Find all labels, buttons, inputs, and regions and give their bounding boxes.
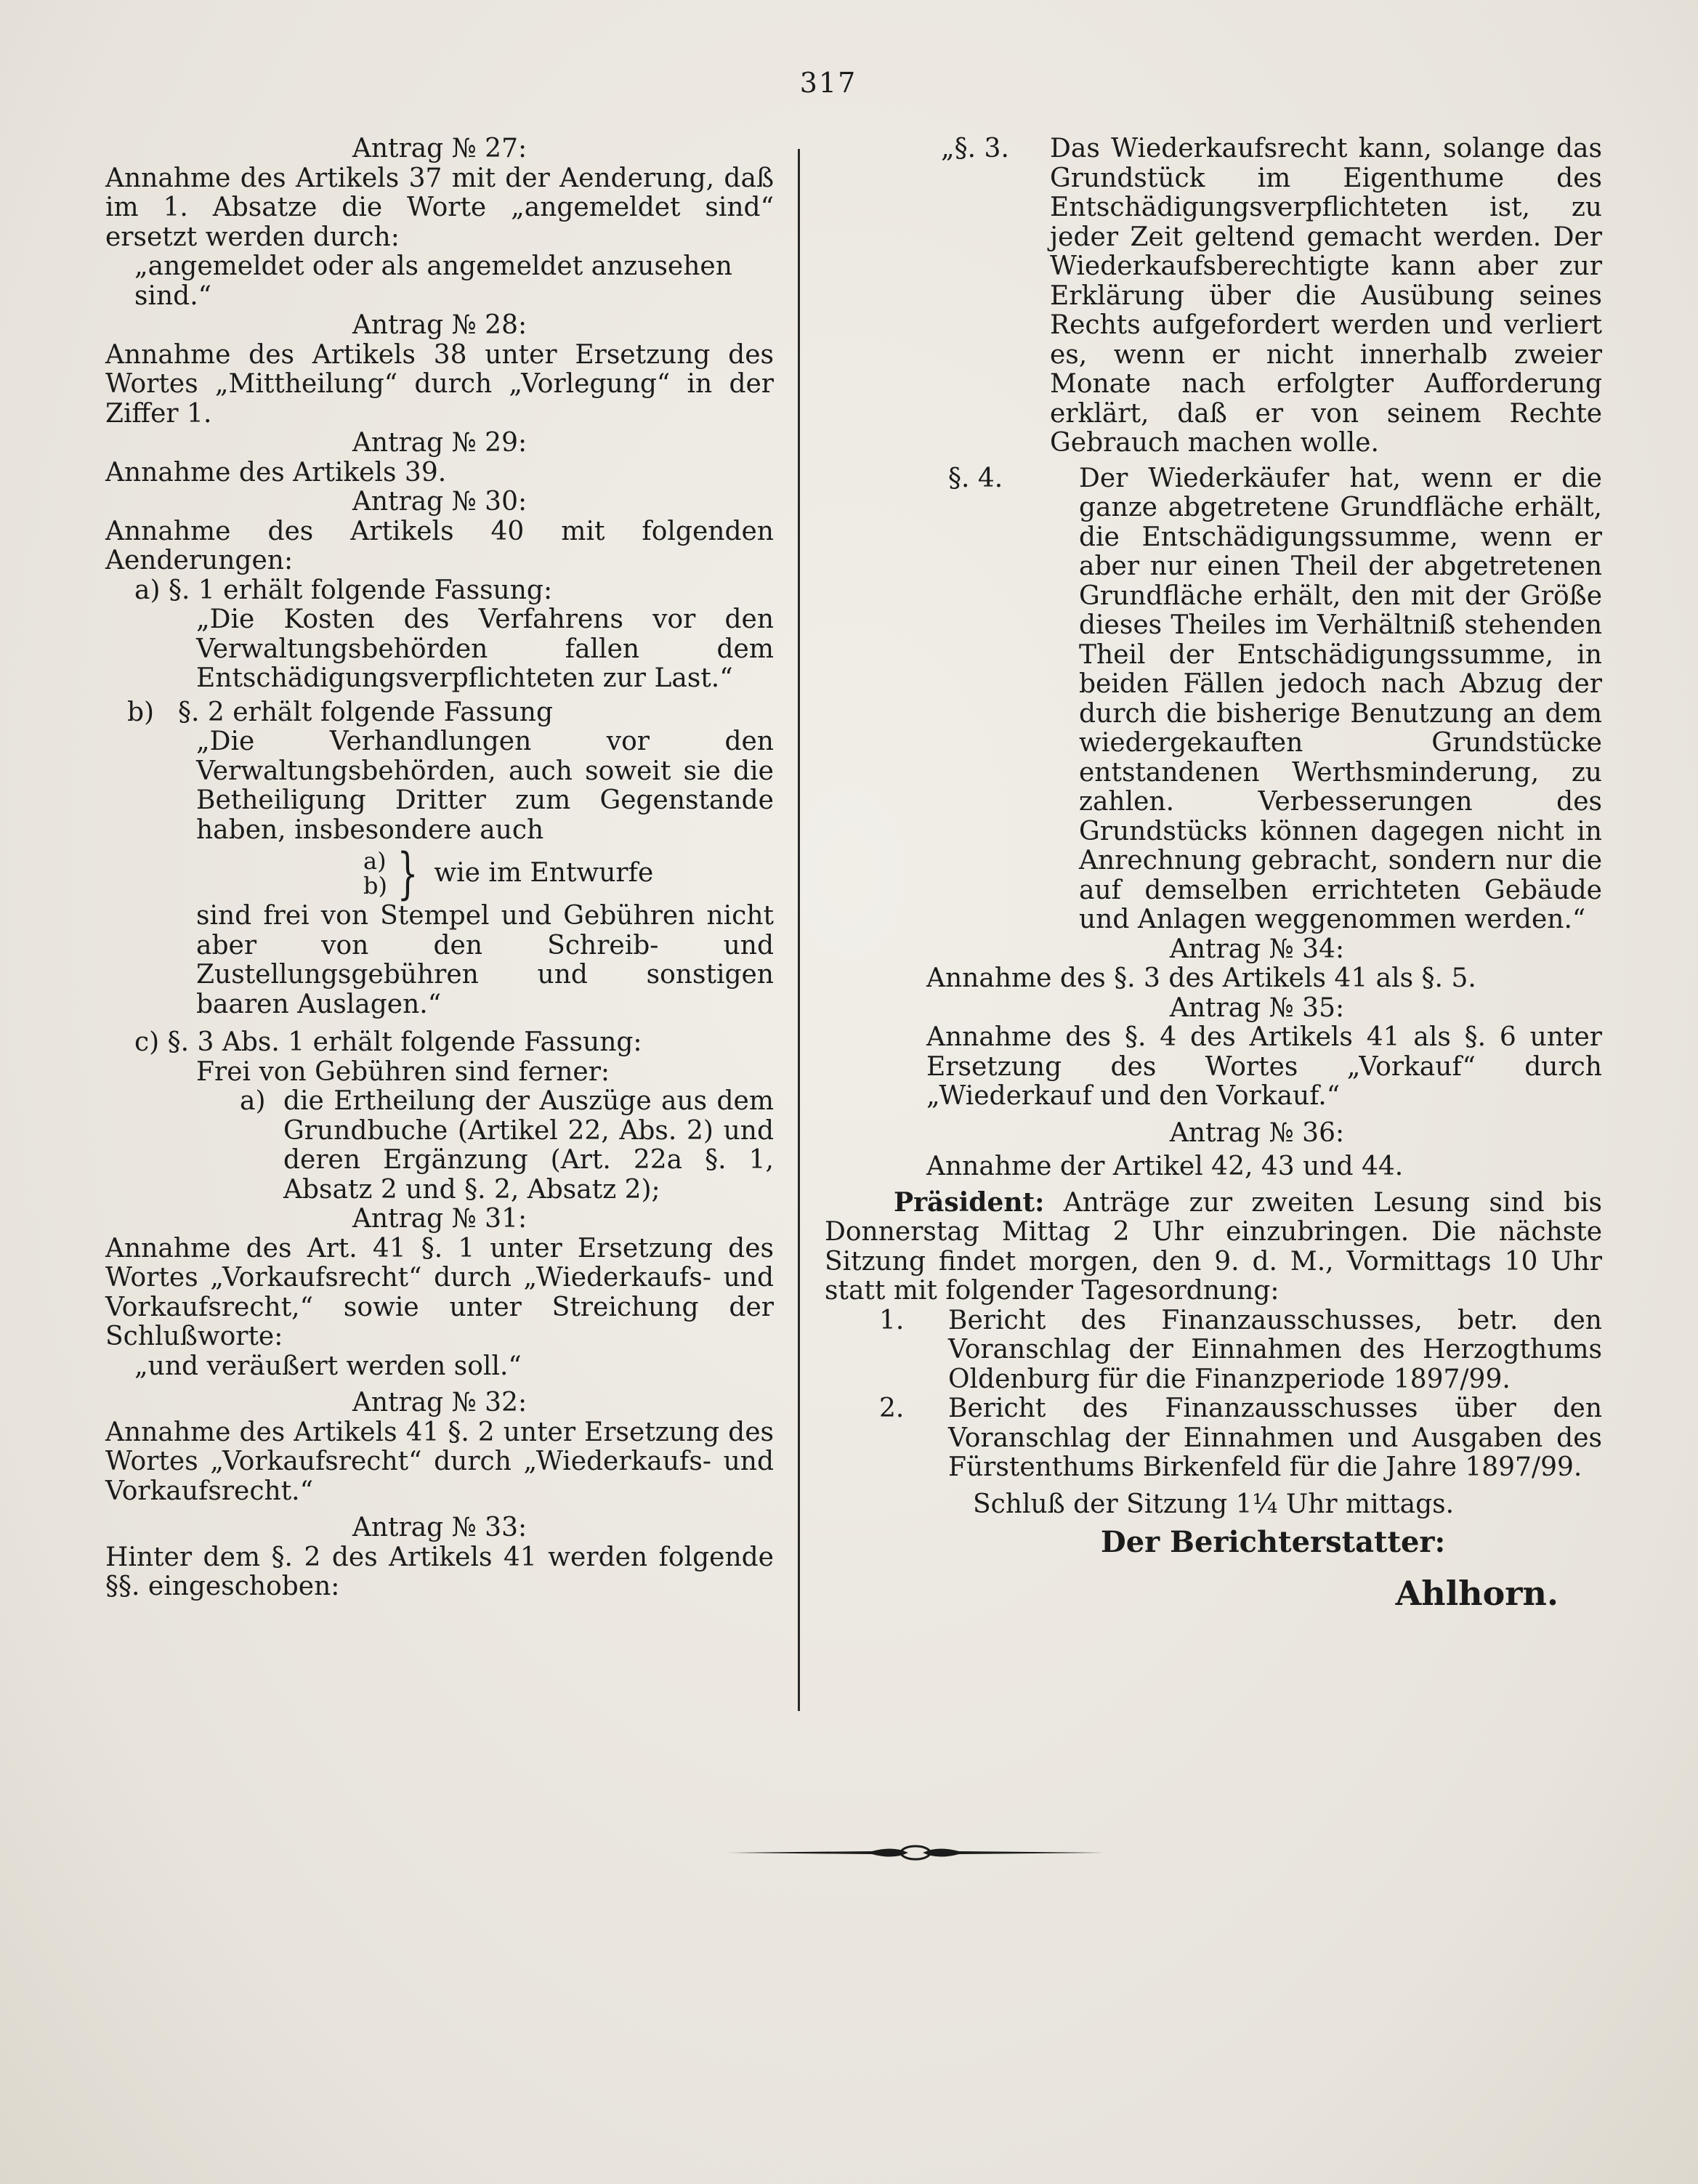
agenda-item-2-text: Bericht des Finanzausschusses über den Voranschlag der Einnahmen und Ausgaben des Fürstenthums Birkenfeld für die Jahre 1897/99.	[948, 1394, 1602, 1482]
paragraph-4-text: Der Wiederkäufer hat, wenn er die ganze abgetretene Grundfläche erhält, die Entschädigungssumme, wenn er aber nur einen Theil der abgetretenen Grundfläche erhält, den mit der Größe dieses Theiles im Verhältniß stehenden Theil der Entschädigungssumme, in beiden Fällen jedoch nach Abzug der durch die bisherige Benutzung an dem wiedergekauften Grundstücke entstandenen Werthsminderung, zu zahlen. Verbesserungen des Grundstücks können dagegen nicht in Anrechnung gebracht, sondern nur die auf demselben errichteten Gebäude und Anlagen weggenommen werden.“	[1079, 463, 1602, 934]
antrag-30-b-label: b)	[127, 697, 155, 727]
antrag-29-heading: Antrag № 29:	[352, 428, 527, 458]
antrag-30-b-bracket-labels	[363, 849, 387, 898]
antrag-33-text: Hinter dem §. 2 des Artikels 41 werden folgende §§. eingeschoben:	[105, 1542, 774, 1601]
berichterstatter-label: Der Berichterstatter:	[1101, 1525, 1446, 1559]
agenda-item-2-number: 2.	[879, 1394, 905, 1423]
bracket-b: b)	[363, 872, 387, 899]
paragraph-3-spacer	[825, 134, 1050, 458]
session-close: Schluß der Sitzung 1¼ Uhr mittags.	[972, 1489, 1455, 1519]
paragraph-3-label: „§. 3.	[941, 134, 1009, 163]
praesident-label: Präsident:	[894, 1186, 1045, 1218]
antrag-31-text: Annahme des Art. 41 §. 1 unter Ersetzung des Wortes „Vorkaufsrecht“ durch „Wiederkaufs- und Vorkaufsrecht,“ sowie unter Streichung der Schlußworte:	[105, 1233, 774, 1351]
signature-ahlhorn: Ahlhorn.	[1395, 1574, 1558, 1613]
antrag-30-b-bracket	[105, 841, 774, 905]
antrag-30-b	[105, 698, 774, 728]
bracket-a: a)	[363, 847, 387, 875]
paragraph-4	[825, 464, 1602, 935]
paragraph-4-label: §. 4.	[948, 463, 1003, 493]
column-divider	[798, 149, 800, 1711]
antrag-32-heading: Antrag № 32:	[352, 1388, 527, 1417]
antrag-32-text: Annahme des Artikels 41 §. 2 unter Ersetzung des Wortes „Vorkaufsrecht“ durch „Wiederkaufs- und Vorkaufsrecht.“	[105, 1417, 774, 1506]
praesident-statement	[825, 1188, 1602, 1306]
agenda-item-2	[825, 1394, 1602, 1483]
antrag-34-text: Annahme des §. 3 des Artikels 41 als §. 5.	[926, 963, 1476, 993]
page-number: 317	[799, 67, 857, 99]
antrag-35-heading: Antrag № 35:	[1169, 992, 1345, 1023]
antrag-31-heading: Antrag № 31:	[352, 1204, 527, 1234]
antrag-35-text: Annahme des §. 4 des Artikels 41 als §. 6 unter Ersetzung des Wortes „Vorkauf“ durch „Wiederkauf und den Vorkauf.“	[926, 1022, 1602, 1111]
paragraph-3-text: Das Wiederkaufsrecht kann, solange das Grundstück im Eigenthume des Entschädigungsverpflichteten ist, zu jeder Zeit geltend gemacht werden. Der Wiederkaufsberechtigte kann aber zur Erklärung über die Ausübung seines Rechts aufgefordert werden und verliert es, wenn er nicht innerhalb zweier Monate nach erfolgter Aufforderung erklärt, daß er von seinem Rechte Gebrauch machen wolle.	[1050, 134, 1602, 458]
antrag-30-text: Annahme des Artikels 40 mit folgenden Aenderungen:	[105, 516, 774, 575]
antrag-30-c-a-text: die Ertheilung der Auszüge aus dem Grundbuche (Artikel 22, Abs. 2) und deren Ergänzung (Art. 22a §. 1, Absatz 2 und §. 2, Absatz 2);	[283, 1086, 774, 1205]
antrag-28-text: Annahme des Artikels 38 unter Ersetzung des Wortes „Mittheilung“ durch „Vorlegung“ in der Ziffer 1.	[105, 339, 774, 429]
antrag-27-quote: „angemeldet oder als angemeldet anzusehen sind.“	[134, 251, 732, 311]
antrag-31-quote: „und veräußert werden soll.“	[134, 1351, 522, 1381]
agenda-item-1-text: Bericht des Finanzausschusses, betr. den Voranschlag der Einnahmen des Herzogthums Oldenburg für die Finanzperiode 1897/99.	[948, 1305, 1602, 1394]
antrag-33-heading: Antrag № 33:	[352, 1513, 527, 1542]
antrag-27-heading: Antrag № 27:	[352, 134, 527, 163]
antrag-30-c-a-label: a)	[240, 1086, 266, 1116]
antrag-36-heading: Antrag № 36:	[1169, 1117, 1345, 1148]
praesident-text: Anträge zur zweiten Lesung sind bis Donnerstag Mittag 2 Uhr einzubringen. Die nächste Sitzung findet morgen, den 9. d. M., Vormittags 10 Uhr statt mit folgender Tagesordnung:	[825, 1187, 1602, 1306]
antrag-30-c-label: c) §. 3 Abs. 1 erhält folgende Fassung:	[134, 1027, 642, 1057]
agenda-item-1-number: 1.	[879, 1305, 905, 1335]
antrag-30-c-text: Frei von Gebühren sind ferner:	[196, 1056, 610, 1087]
antrag-28-heading: Antrag № 28:	[352, 310, 527, 340]
antrag-29-text: Annahme des Artikels 39.	[105, 457, 447, 488]
paragraph-3-body	[825, 134, 1602, 458]
antrag-30-heading: Antrag № 30:	[352, 487, 527, 517]
agenda-item-1	[825, 1306, 1602, 1395]
antrag-34-heading: Antrag № 34:	[1169, 934, 1345, 964]
left-column	[105, 134, 774, 1602]
end-ornament-icon	[727, 1838, 1104, 1867]
antrag-27-text: Annahme des Artikels 37 mit der Aenderung, daß im 1. Absatze die Worte „angemeldet sind“ ersetzt werden durch:	[105, 163, 774, 252]
antrag-30-b-tail: sind frei von Stempel und Gebühren nicht aber von den Schreib- und Zustellungsgebühren und sonstigen baaren Auslagen.“	[196, 901, 774, 1019]
antrag-30-c-a	[105, 1087, 774, 1205]
antrag-36-text: Annahme der Artikel 42, 43 und 44.	[926, 1152, 1404, 1181]
antrag-30-b-entwurf: wie im Entwurfe	[434, 857, 654, 888]
antrag-30-b-text: §. 2 erhält folgende Fassung	[178, 697, 554, 727]
right-column	[825, 134, 1602, 1615]
brace-symbol: }	[397, 841, 419, 905]
antrag-30-a-label: a) §. 1 erhält folgende Fassung:	[134, 575, 553, 605]
antrag-30-a-quote: „Die Kosten des Verfahrens vor den Verwaltungsbehörden fallen dem Entschädigungsverpflichteten zur Last.“	[196, 604, 774, 693]
antrag-30-b-quote: „Die Verhandlungen vor den Verwaltungsbehörden, auch soweit sie die Betheiligung Dritter zum Gegenstande haben, insbesondere auch	[196, 727, 774, 845]
